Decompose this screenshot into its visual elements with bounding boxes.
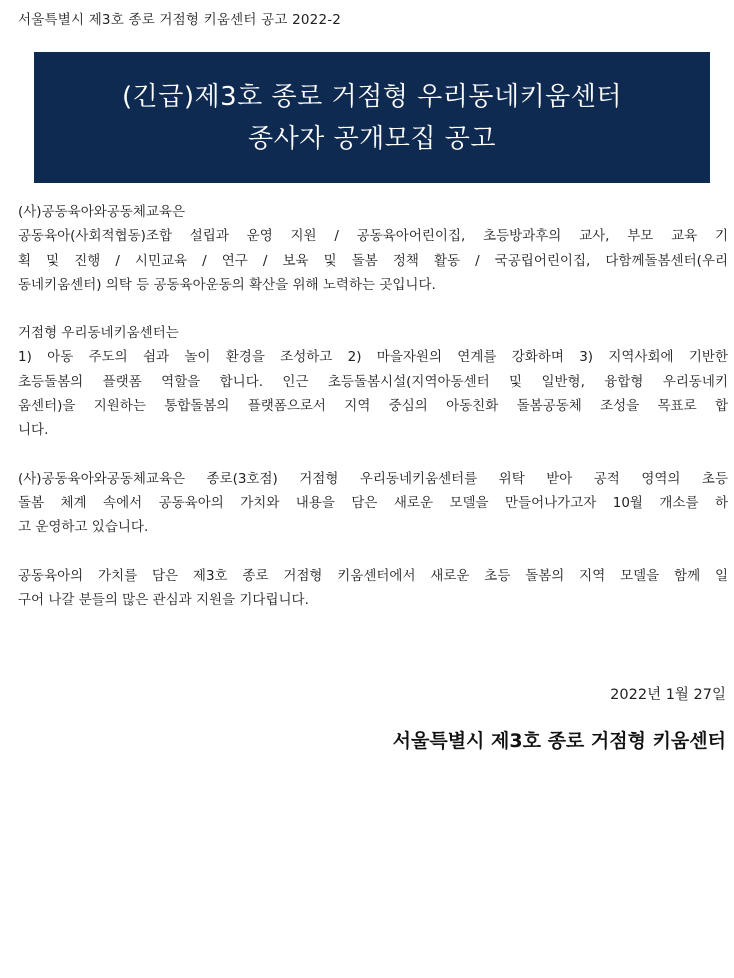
paragraph-organization-intro	[18, 200, 728, 297]
notice-date: 2022년 1월 27일	[610, 687, 726, 703]
paragraph-line: 움센터)을 지원하는 통합돌봄의 플랫폼으로서 지역 중심의 아동친화 돌봄공동체 조성을 목표로 합	[18, 398, 728, 415]
notice-body	[18, 200, 728, 612]
notice-number: 서울특별시 제3호 종로 거점형 키움센터 공고 2022-2	[18, 12, 342, 28]
paragraph-line: 돌봄 체계 속에서 공동육아의 가치와 내용을 담은 새로운 모델을 만들어나가고자 10월 개소를 하	[18, 494, 728, 511]
paragraph-center-role	[18, 321, 728, 442]
paragraph-line: 고 운영하고 있습니다.	[18, 519, 149, 536]
paragraph-invitation	[18, 564, 728, 613]
paragraph-line: 획 및 진행 / 시민교육 / 연구 / 보육 및 돌봄 정책 활동 / 국공립어린이집, 다함께돌봄센터(우리	[18, 252, 728, 269]
banner-title-line-2: 종사자 공개모집 공고	[247, 123, 497, 154]
paragraph-line: 구어 나갈 분들의 많은 관심과 지원을 기다립니다.	[18, 591, 309, 608]
title-banner	[34, 52, 710, 183]
issuer-signature: 서울특별시 제3호 종로 거점형 키움센터	[392, 730, 726, 752]
paragraph-line: 공동육아(사회적협동)조합 설립과 운영 지원 / 공동육아어린이집, 초등방과후의 교사, 부모 교육 기	[18, 228, 728, 245]
paragraph-line: 1) 아동 주도의 쉼과 놀이 환경을 조성하고 2) 마을자원의 연계를 강화하며 3) 지역사회에 기반한	[18, 349, 728, 366]
banner-title-line-1: (긴급)제3호 종로 거점형 우리동네키움센터	[121, 81, 623, 112]
paragraph-line: 공동육아의 가치를 담은 제3호 종로 거점형 키움센터에서 새로운 초등 돌봄의 지역 모델을 함께 일	[18, 567, 728, 584]
paragraph-line: 거점형 우리동네키움센터는	[18, 325, 179, 342]
paragraph-line: 동네키움센터) 의탁 등 공동육아운동의 확산을 위해 노력하는 곳입니다.	[18, 276, 436, 293]
paragraph-line: (사)공동육아와공동체교육은 종로(3호점) 거점형 우리동네키움센터를 위탁 받아 공적 영역의 초등	[18, 470, 728, 487]
paragraph-operation	[18, 467, 728, 540]
paragraph-line: 초등돌봄의 플랫폼 역할을 합니다. 인근 초등돌봄시설(지역아동센터 및 일반형, 융합형 우리동네키	[18, 373, 728, 390]
paragraph-line: (사)공동육아와공동체교육은	[18, 204, 186, 220]
paragraph-line: 니다.	[18, 422, 49, 439]
